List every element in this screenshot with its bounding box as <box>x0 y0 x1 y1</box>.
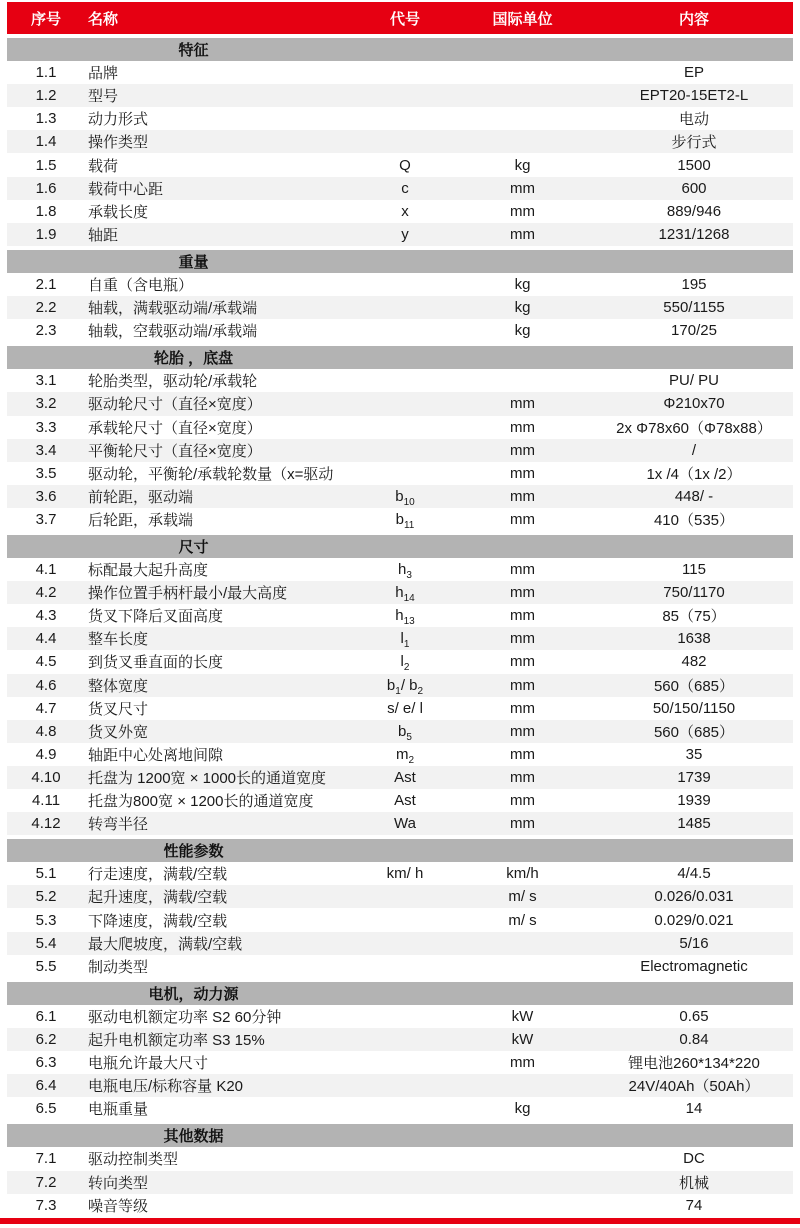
table-row <box>7 1097 793 1120</box>
section-row <box>7 250 793 273</box>
cell-value: 锂电池260*134*220 <box>628 1055 760 1073</box>
cell-unit: kg <box>514 322 531 340</box>
table-row <box>7 130 793 153</box>
cell-name: 轮胎类型，驱动轮/承载轮 <box>88 373 258 391</box>
cell-no: 1.9 <box>35 225 57 243</box>
cell-value: 35 <box>685 745 703 763</box>
cell-value: 410（535） <box>653 511 735 529</box>
table-row <box>7 862 793 885</box>
cell-value: 560（685） <box>653 723 735 741</box>
cell-symbol: $l_2$ <box>400 653 410 674</box>
cell-no: 4.4 <box>35 630 57 648</box>
cell-value: 1638 <box>677 630 711 648</box>
cell-value: DC <box>683 1150 705 1168</box>
cell-value: 0.84 <box>679 1030 709 1048</box>
cell-no: 2.1 <box>35 275 57 293</box>
cell-name: 型号 <box>88 88 119 106</box>
cell-unit: mm <box>510 1054 535 1072</box>
cell-no: 1.8 <box>35 202 57 220</box>
section-title: 尺寸 <box>178 539 209 557</box>
cell-symbol: x <box>401 202 409 220</box>
cell-no: 7.1 <box>35 1150 57 1168</box>
cell-value: 85（75） <box>662 608 726 626</box>
table-row <box>7 223 793 246</box>
section-row <box>7 839 793 862</box>
cell-symbol: $b_{11}$ <box>395 510 415 531</box>
cell-no: 7.3 <box>35 1196 57 1214</box>
cell-name: 驱动轮尺寸（直径×宽度） <box>88 396 262 414</box>
cell-value: 50/150/1150 <box>652 699 736 717</box>
cell-symbol: Q <box>399 156 411 174</box>
cell-symbol: y <box>401 225 409 243</box>
cell-no: 3.6 <box>35 487 57 505</box>
cell-symbol: $h_3$ <box>398 561 412 582</box>
cell-unit: mm <box>510 487 535 505</box>
cell-name: 电瓶电压/标称容量 K20 <box>88 1078 244 1096</box>
table-row <box>7 1028 793 1051</box>
cell-value: EP <box>683 64 704 82</box>
cell-unit: kg <box>514 299 531 317</box>
table-row <box>7 439 793 462</box>
cell-no: 6.3 <box>35 1054 57 1072</box>
cell-unit: mm <box>510 722 535 740</box>
cell-unit: m/ s <box>508 888 537 906</box>
cell-symbol: s/ e/ l <box>387 699 423 717</box>
cell-no: 4.11 <box>31 792 61 810</box>
column-header-unit: 国际单位 <box>492 10 553 28</box>
cell-unit: mm <box>510 630 535 648</box>
cell-no: 7.2 <box>35 1173 57 1191</box>
cell-name: 平衡轮尺寸（直径×宽度） <box>88 442 262 460</box>
table-row <box>7 558 793 581</box>
table-row <box>7 604 793 627</box>
cell-value: 889/946 <box>666 202 722 220</box>
table-row <box>7 416 793 439</box>
cell-no: 3.7 <box>35 510 57 528</box>
cell-value: 2x Φ78x60（Φ78x88） <box>616 419 772 437</box>
cell-no: 6.4 <box>35 1077 57 1095</box>
cell-no: 6.1 <box>35 1007 57 1025</box>
cell-value: / <box>691 441 697 459</box>
table-row <box>7 107 793 130</box>
cell-no: 4.6 <box>35 676 57 694</box>
table-row <box>7 674 793 697</box>
cell-unit: km/h <box>506 865 539 883</box>
table-row <box>7 84 793 107</box>
cell-unit: mm <box>510 699 535 717</box>
cell-no: 4.9 <box>35 745 57 763</box>
cell-value: 74 <box>685 1196 703 1214</box>
cell-name: 转向类型 <box>88 1174 149 1192</box>
cell-no: 4.8 <box>35 722 57 740</box>
table-row <box>7 720 793 743</box>
cell-no: 3.2 <box>35 395 57 413</box>
table-row <box>7 1194 793 1217</box>
table-row <box>7 177 793 200</box>
cell-name: 驱动电机额定功率 S2 60分钟 <box>88 1008 282 1026</box>
cell-symbol: Ast <box>394 768 416 786</box>
cell-unit: m/ s <box>508 911 537 929</box>
cell-unit: mm <box>510 676 535 694</box>
section-row <box>7 1124 793 1147</box>
cell-symbol: $l_1$ <box>400 630 410 651</box>
cell-name: 轴距中心处离地间隙 <box>88 746 224 764</box>
cell-name: 动力形式 <box>88 111 149 129</box>
table-row <box>7 273 793 296</box>
cell-name: 品牌 <box>88 65 119 83</box>
cell-unit: mm <box>510 745 535 763</box>
column-header-name: 名称 <box>88 10 119 28</box>
cell-unit: kW <box>511 1007 534 1025</box>
cell-value: 电动 <box>678 111 709 129</box>
cell-name: 承载轮尺寸（直径×宽度） <box>88 419 262 437</box>
table-row <box>7 650 793 673</box>
table-row <box>7 908 793 931</box>
table-row <box>7 319 793 342</box>
cell-name: 起升电机额定功率 S3 15% <box>88 1031 265 1049</box>
cell-name: 驱动轮，平衡轮/承载轮数量（x=驱动 <box>88 465 334 483</box>
cell-name: 载荷中心距 <box>88 180 164 198</box>
table-row <box>7 369 793 392</box>
cell-no: 1.4 <box>35 133 57 151</box>
cell-no: 1.1 <box>35 64 57 82</box>
cell-unit: mm <box>510 584 535 602</box>
cell-name: 后轮距，承载端 <box>88 511 194 529</box>
section-title: 其他数据 <box>163 1128 224 1146</box>
cell-name: 噪音等级 <box>88 1197 149 1215</box>
cell-unit: mm <box>510 441 535 459</box>
cell-value: 14 <box>685 1100 703 1118</box>
cell-symbol: $h_{14}$ <box>395 584 415 605</box>
table-row <box>7 200 793 223</box>
cell-value: Φ210x70 <box>663 395 725 413</box>
cell-symbol: km/ h <box>386 865 424 883</box>
cell-no: 2.2 <box>35 299 57 317</box>
cell-symbol: Wa <box>394 815 416 833</box>
column-header-value: 内容 <box>678 10 709 28</box>
cell-name: 轴载，空载驱动端/承载端 <box>88 323 258 341</box>
cell-name: 起升速度，满载/空载 <box>88 889 228 907</box>
cell-unit: mm <box>510 561 535 579</box>
cell-no: 4.5 <box>35 653 57 671</box>
cell-value: 600 <box>681 179 707 197</box>
table-row <box>7 1051 793 1074</box>
cell-no: 5.2 <box>35 888 57 906</box>
cell-name: 制动类型 <box>88 958 149 976</box>
cell-name: 行走速度，满载/空载 <box>88 866 228 884</box>
cell-unit: mm <box>510 815 535 833</box>
cell-unit: mm <box>510 395 535 413</box>
table-row <box>7 296 793 319</box>
cell-name: 托盘为 1200宽 × 1000长的通道宽度 <box>88 769 327 787</box>
cell-name: 自重（含电瓶） <box>88 276 194 294</box>
section-title: 性能参数 <box>163 843 224 861</box>
cell-name: 货叉下降后叉面高度 <box>88 608 224 626</box>
cell-name: 整体宽度 <box>88 677 149 695</box>
table-row <box>7 697 793 720</box>
cell-name: 托盘为800宽 × 1200长的通道宽度 <box>88 793 314 811</box>
cell-no: 5.1 <box>35 865 57 883</box>
section-title: 电机，动力源 <box>148 985 239 1003</box>
cell-name: 货叉外宽 <box>88 723 149 741</box>
cell-symbol: Ast <box>394 792 416 810</box>
cell-no: 6.2 <box>35 1030 57 1048</box>
cell-name: 下降速度，满载/空载 <box>88 912 228 930</box>
cell-value: 步行式 <box>671 134 717 152</box>
cell-name: 最大爬坡度，满载/空载 <box>88 935 243 953</box>
cell-name: 整车长度 <box>88 631 149 649</box>
table-row <box>7 932 793 955</box>
cell-unit: kg <box>514 275 531 293</box>
cell-value: 1500 <box>677 156 711 174</box>
cell-no: 3.3 <box>35 418 57 436</box>
cell-name: 轴载，满载驱动端/承载端 <box>88 300 258 318</box>
column-header-no: 序号 <box>30 10 61 28</box>
cell-unit: mm <box>510 510 535 528</box>
cell-no: 3.5 <box>35 464 57 482</box>
cell-unit: mm <box>510 225 535 243</box>
cell-value: 4/4.5 <box>677 865 711 883</box>
section-title: 重量 <box>178 253 209 271</box>
cell-no: 4.7 <box>35 699 57 717</box>
cell-unit: kg <box>514 1100 531 1118</box>
cell-value: 115 <box>682 561 706 579</box>
cell-no: 2.3 <box>35 322 57 340</box>
cell-no: 4.10 <box>31 768 61 786</box>
cell-no: 5.5 <box>35 957 57 975</box>
cell-unit: mm <box>510 792 535 810</box>
cell-unit: mm <box>510 768 535 786</box>
table-row <box>7 1005 793 1028</box>
table-header <box>7 2 793 34</box>
table-row <box>7 581 793 604</box>
cell-no: 4.1 <box>35 561 57 579</box>
cell-value: 1x /4（1x /2） <box>646 465 742 483</box>
cell-value: 195 <box>681 275 707 293</box>
cell-symbol: $b_5$ <box>398 722 412 743</box>
section-title: 特征 <box>178 42 209 60</box>
table-row <box>7 766 793 789</box>
cell-no: 6.5 <box>35 1100 57 1118</box>
cell-name: 货叉尺寸 <box>88 700 149 718</box>
table-row <box>7 1147 793 1170</box>
cell-name: 电瓶重量 <box>88 1101 149 1119</box>
section-row <box>7 346 793 369</box>
cell-no: 3.1 <box>35 372 57 390</box>
cell-value: 1739 <box>677 768 711 786</box>
cell-value: 482 <box>681 653 707 671</box>
cell-value: EPT20-15ET2-L <box>639 87 749 105</box>
cell-no: 3.4 <box>35 441 57 459</box>
cell-symbol: $m_2$ <box>395 745 415 766</box>
cell-value: 1485 <box>677 815 711 833</box>
cell-value: 0.029/0.021 <box>654 911 734 929</box>
column-header-symbol: 代号 <box>389 10 420 28</box>
cell-unit: mm <box>510 418 535 436</box>
section-row <box>7 38 793 61</box>
cell-value: 550/1155 <box>663 299 725 317</box>
cell-name: 轴距 <box>88 226 119 244</box>
cell-value: 448/ - <box>674 487 714 505</box>
table-row <box>7 508 793 531</box>
cell-name: 载荷 <box>88 157 119 175</box>
table-row <box>7 462 793 485</box>
cell-value: 750/1170 <box>663 584 725 602</box>
table-row <box>7 485 793 508</box>
cell-name: 前轮距，驱动端 <box>88 488 194 506</box>
cell-name: 操作类型 <box>88 134 149 152</box>
cell-value: 170/25 <box>671 322 717 340</box>
table-row <box>7 789 793 812</box>
cell-value: 0.65 <box>679 1007 709 1025</box>
section-row <box>7 982 793 1005</box>
cell-name: 承载长度 <box>88 203 149 221</box>
cell-unit: mm <box>510 464 535 482</box>
cell-symbol: c <box>401 179 409 197</box>
spec-table-body <box>7 38 793 1217</box>
cell-name: 标配最大起升高度 <box>88 562 209 580</box>
cell-name: 电瓶允许最大尺寸 <box>88 1055 209 1073</box>
cell-unit: mm <box>510 179 535 197</box>
cell-no: 5.4 <box>35 934 57 952</box>
cell-name: 到货叉垂直面的长度 <box>88 654 224 672</box>
cell-symbol: $b_{10}$ <box>395 487 415 508</box>
table-row <box>7 1074 793 1097</box>
cell-name: 转弯半径 <box>88 816 149 834</box>
table-row <box>7 885 793 908</box>
cell-unit: kg <box>514 156 531 174</box>
bottom-red-bar <box>0 1218 800 1224</box>
cell-unit: mm <box>510 607 535 625</box>
table-row <box>7 743 793 766</box>
table-row <box>7 61 793 84</box>
cell-no: 4.3 <box>35 607 57 625</box>
cell-value: 0.026/0.031 <box>654 888 734 906</box>
cell-value: PU/ PU <box>668 372 719 390</box>
cell-value: 560（685） <box>653 677 735 695</box>
cell-no: 4.2 <box>35 584 57 602</box>
cell-unit: kW <box>511 1030 534 1048</box>
cell-value: 24V/40Ah（50Ah） <box>628 1078 760 1096</box>
cell-no: 5.3 <box>35 911 57 929</box>
cell-value: 1939 <box>677 792 711 810</box>
cell-no: 1.3 <box>35 110 57 128</box>
cell-value: Electromagnetic <box>640 957 748 975</box>
cell-value: 机械 <box>678 1174 709 1192</box>
cell-symbol: $h_{13}$ <box>395 607 415 628</box>
cell-value: 1231/1268 <box>658 225 730 243</box>
table-row <box>7 627 793 650</box>
cell-no: 1.6 <box>35 179 57 197</box>
section-title: 轮胎 ，底盘 <box>153 350 234 368</box>
spec-table <box>7 2 793 1217</box>
cell-symbol: $b_1/$ $b_2$ <box>386 676 424 697</box>
cell-unit: mm <box>510 202 535 220</box>
table-row <box>7 1171 793 1194</box>
table-row <box>7 812 793 835</box>
cell-unit: mm <box>510 653 535 671</box>
section-row <box>7 535 793 558</box>
cell-no: 4.12 <box>31 815 61 833</box>
cell-name: 操作位置手柄杆最小/最大高度 <box>88 585 288 603</box>
cell-no: 1.5 <box>35 156 57 174</box>
table-row <box>7 153 793 176</box>
cell-value: 5/16 <box>679 934 709 952</box>
table-row <box>7 955 793 978</box>
cell-name: 驱动控制类型 <box>88 1151 179 1169</box>
table-row <box>7 392 793 415</box>
cell-no: 1.2 <box>35 87 57 105</box>
